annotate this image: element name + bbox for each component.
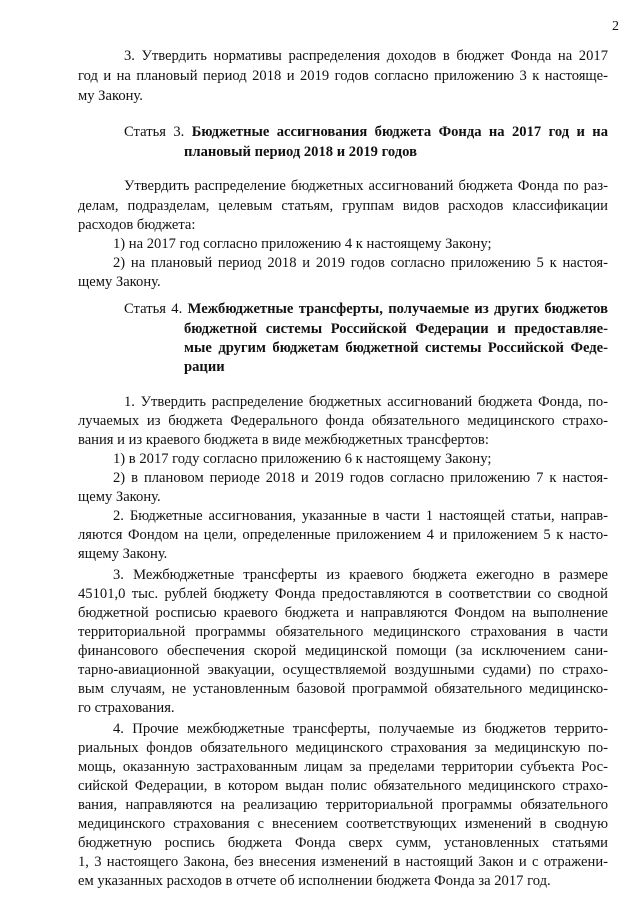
text-line: 45101,0 тыс. рублей бюджету Фонда предоставляются в соответствии со сводной [78,586,608,602]
text-line: лучаемых из бюджета Федерального фонда обязательного медицинского страхо- [78,413,608,429]
heading-line: рации [184,359,225,375]
text-line: го страхования. [78,700,175,716]
heading-line [124,123,608,142]
text-line: щему Закону. [78,274,161,290]
text-line: 1, 3 настоящего Закона, без внесения изменений в настоящий Закон и с отражени- [78,854,608,870]
text-line: бюджетной росписью краевого бюджета и направляются Фондом на выполнение [78,605,608,621]
article-3-title: Бюджетные ассигнования бюджета Фонда на 2017 год и на [191,124,608,140]
heading-line: мые другим бюджетам бюджетной системы Российской Феде- [184,340,608,356]
text-line: 3. Межбюджетные трансферты из краевого бюджета ежегодно в размере [113,567,608,583]
article-3-label: Статья 3. [124,124,185,140]
text-line: му Закону. [78,88,143,104]
text-line: тарно-авиационной эвакуации, осуществляемой воздушными судами) по страхо- [78,662,608,678]
text-line: ляются Фондом на цели, определенные приложением 4 и приложением 5 к насто- [78,527,608,543]
text-line: сийской Федерации, в котором выдан полис обязательного медицинского страхо- [78,778,608,794]
text-line: щему Закону. [78,489,161,505]
article-4-label: Статья 4. [124,301,183,317]
text-line: 1. Утвердить распределение бюджетных ассигнований бюджета Фонда, по- [124,394,608,410]
text-line: Утвердить распределение бюджетных ассигнований бюджета Фонда по раз- [124,178,608,194]
text-line: 1) на 2017 год согласно приложению 4 к настоящему Закону; [113,236,492,252]
text-line: территориальной программы обязательного медицинского страхования в части [78,624,608,640]
text-line: медицинского страхования с внесением соответствующих изменений в сводную [78,816,608,832]
text-line: ящему Закону. [78,546,168,562]
text-line: вания, направляются на реализацию территориальной программы обязательного [78,797,608,813]
text-line: 2) в плановом периоде 2018 и 2019 годов согласно приложению 7 к настоя- [113,470,608,486]
heading-line: плановый период 2018 и 2019 годов [184,144,417,160]
text-line: 1) в 2017 году согласно приложению 6 к настоящему Закону; [113,451,492,467]
heading-line [124,300,608,319]
article-4-title: Межбюджетные трансферты, получаемые из других бюджетов [187,301,608,317]
text-line: 2. Бюджетные ассигнования, указанные в части 1 настоящей статьи, направ- [113,508,608,524]
text-line: вания и из краевого бюджета в виде межбюджетных трансфертов: [78,432,489,448]
text-line: расходов бюджета: [78,217,196,233]
text-line: вым случаям, не установленным базовой программой обязательного медицинско- [78,681,608,697]
text-line: 3. Утвердить нормативы распределения доходов в бюджет Фонда на 2017 [124,48,608,64]
text-line: мощь, оказанную застрахованным лицам за пределами территории субъекта Рос- [78,759,608,775]
heading-line: бюджетной системы Российской Федерации и предоставляе- [184,321,608,337]
text-line: риальных фондов обязательного медицинского страхования за медицинскую по- [78,740,608,756]
text-line: бюджетную роспись бюджета Фонда сверх сумм, установленных статьями [78,835,608,851]
text-line: делам, подразделам, целевым статьям, группам видов расходов классификации [78,198,608,214]
text-line: 2) на плановый период 2018 и 2019 годов согласно приложению 5 к настоя- [113,255,608,271]
text-line: финансового обеспечения скорой медицинской помощи (за исключением сани- [78,643,608,659]
page-number: 2 [612,19,619,34]
text-line: год и на плановый период 2018 и 2019 годов согласно приложению 3 к настояще- [78,68,608,84]
text-line: 4. Прочие межбюджетные трансферты, получаемые из бюджетов террито- [113,721,608,737]
text-line: ем указанных расходов в отчете об исполнении бюджета Фонда за 2017 год. [78,873,551,889]
